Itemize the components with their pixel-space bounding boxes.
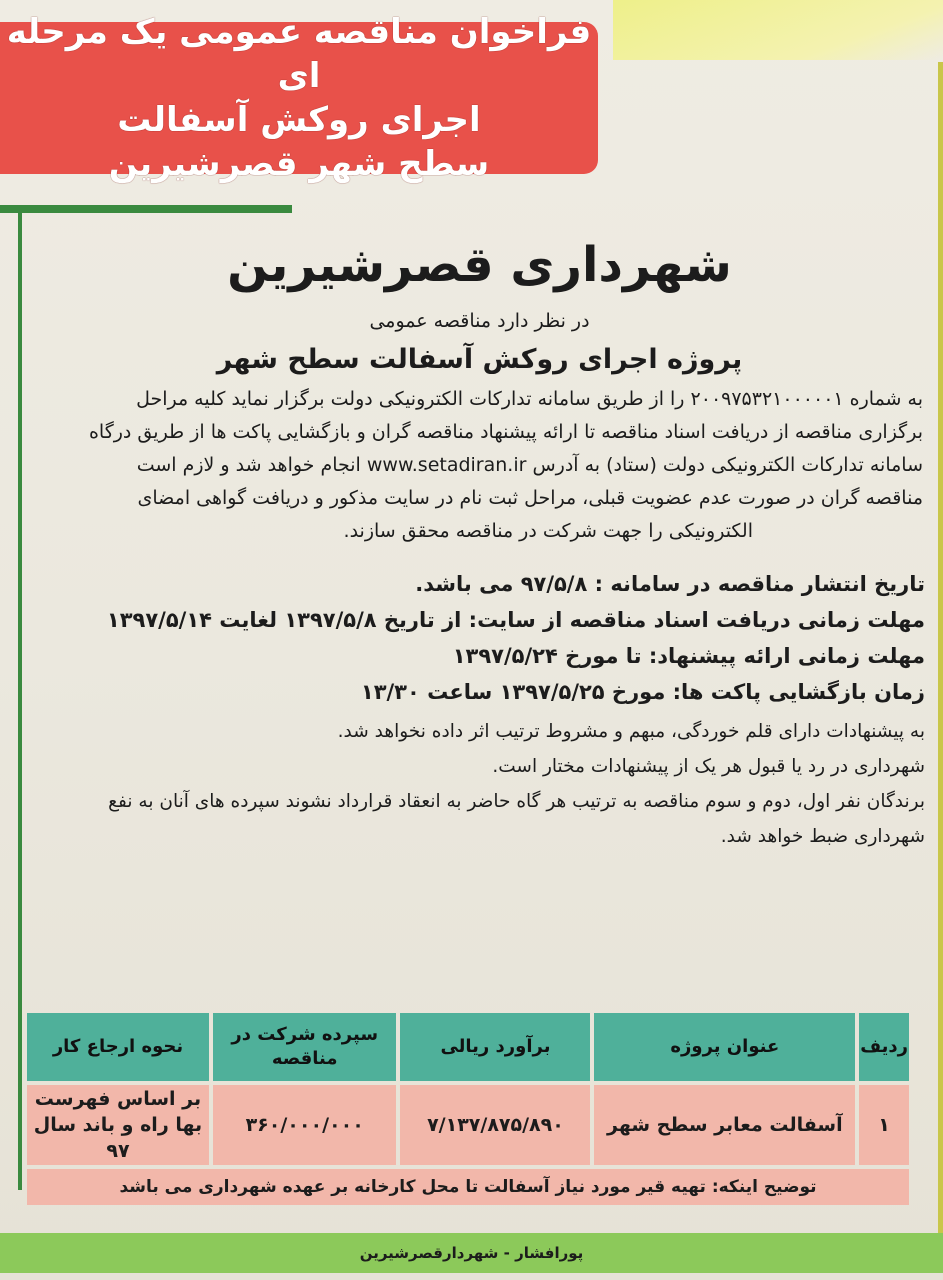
- note-line: برندگان نفر اول، دوم و سوم مناقصه به ترتیب هر گاه حاضر به انعقاد قرارداد نشوند سپرده های آنان به نفع: [108, 791, 925, 812]
- table-header-row: [27, 1013, 909, 1081]
- tender-banner: [0, 12, 598, 184]
- cell-project-title: آسفالت معابر سطح شهر: [594, 1085, 855, 1165]
- note-line: به پیشنهادات دارای قلم خوردگی، مبهم و مشروط ترتیب اثر داده نخواهد شد.: [337, 721, 925, 742]
- header-project-title: عنوان پروژه: [594, 1013, 855, 1081]
- paragraph-line: به شماره ۲۰۰۹۷۵۳۲۱۰۰۰۰۰۱ را از طریق سامانه تداركات الكترونیكی دولت برگزار نماید كلیه مراحل: [136, 388, 923, 410]
- table-footnote: توضیح اینكه: تهیه قیر مورد نیاز آسفالت تا محل كارخانه بر عهده شهرداری می باشد: [27, 1169, 909, 1205]
- banner-line-2: اجرای روکش آسفالت: [117, 100, 481, 140]
- right-border-rule: [938, 62, 943, 1267]
- corner-decoration: [613, 0, 943, 60]
- intro-line: در نظر دارد مناقصه عمومی: [369, 310, 590, 332]
- header-deposit: سپرده شركت در مناقصه: [213, 1013, 397, 1081]
- tender-dates: [28, 566, 931, 710]
- tender-notes: [28, 714, 931, 854]
- publisher-footer: پورافشار - شهردارقصرشیرین: [0, 1233, 943, 1273]
- paragraph-line: سامانه تداركات الكترونیكی دولت (ستاد) به آدرس www.setadiran.ir انجام خواهد شد و لازم است: [136, 454, 923, 476]
- table-row: [27, 1085, 909, 1165]
- header-estimate: برآورد ریالی: [400, 1013, 590, 1081]
- project-title: پروژه اجرای روکش آسفالت سطح شهر: [216, 344, 743, 375]
- opening-time: زمان بازگشایی پاكت ها: مورخ ۱۳۹۷/۵/۲۵ ساعت ۱۳/۳۰: [360, 680, 925, 704]
- paragraph-line: مناقصه گران در صورت عدم عضویت قبلی، مراحل ثبت نام در سایت مذكور و دریافت گواهی امضای: [137, 487, 923, 509]
- paragraph-line: الكترونیكی را جهت شركت در مناقصه محقق سازند.: [343, 520, 753, 542]
- left-border-rule: [18, 210, 22, 1190]
- banner-line-1: فراخوان مناقصه عمومی یک مرحله ای: [6, 12, 592, 96]
- notice-paragraph: [28, 383, 931, 548]
- notice-body: [28, 230, 931, 854]
- header-row-number: ردیف: [859, 1013, 909, 1081]
- documents-deadline: مهلت زمانی دریافت اسناد مناقصه از سایت: از تاریخ ۱۳۹۷/۵/۸ لغایت ۱۳۹۷/۵/۱۴: [106, 608, 925, 632]
- cell-row-number: ۱: [859, 1085, 909, 1165]
- proposal-deadline: مهلت زمانی ارائه پیشنهاد: تا مورخ ۱۳۹۷/۵/۲۴: [452, 644, 925, 668]
- publish-date: تاریخ انتشار مناقصه در سامانه : ۹۷/۵/۸ می باشد.: [415, 572, 925, 596]
- banner-line-3: سطح شهر قصرشیرین: [108, 144, 490, 184]
- note-line: شهرداری در رد یا قبول هر یک از پیشنهادات مختار است.: [492, 756, 925, 777]
- cell-deposit: ۳۶۰/۰۰۰/۰۰۰: [213, 1085, 397, 1165]
- project-table: [23, 1009, 913, 1209]
- green-divider: [0, 205, 292, 213]
- header-award-method: نحوه ارجاع كار: [27, 1013, 209, 1081]
- organization-title: شهرداری قصرشیرین: [227, 237, 732, 293]
- table-footer-row: [27, 1169, 909, 1205]
- cell-estimate: ۷/۱۳۷/۸۷۵/۸۹۰: [400, 1085, 590, 1165]
- paragraph-line: برگزاری مناقصه از دریافت اسناد مناقصه تا ارائه پیشنهاد مناقصه گران و بازگشایی پاكت ها از طریق درگاه: [88, 421, 923, 443]
- note-line: شهرداری ضبط خواهد شد.: [720, 826, 925, 847]
- cell-award-method: بر اساس فهرست بها راه و باند سال ۹۷: [27, 1085, 209, 1165]
